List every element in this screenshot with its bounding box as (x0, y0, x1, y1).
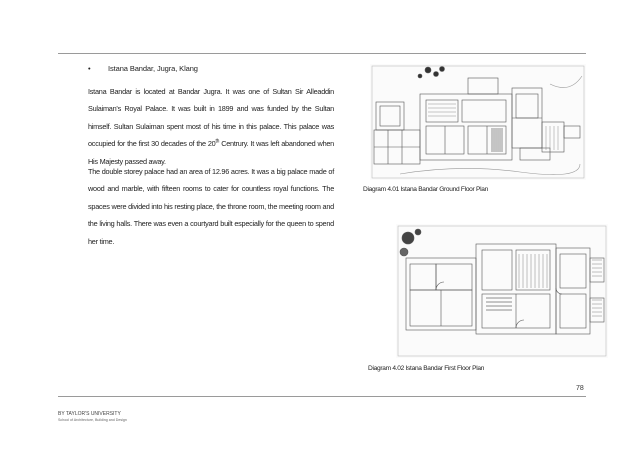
page-number: 78 (576, 385, 584, 392)
figure-caption-first-floor: Diagram 4.02 Istana Bandar First Floor Plan (368, 365, 485, 372)
figure-caption-ground-floor: Diagram 4.01 Istana Bandar Ground Floor Plan (363, 186, 488, 193)
first-floor-plan-image (396, 224, 608, 358)
footer-line-1: BY TAYLOR'S UNIVERSITY (58, 411, 121, 417)
paragraph-history: Istana Bandar is located at Bandar Jugra. It was one of Sultan Sir Alleaddin Sulaiman's Royal Palace. It was built in 1899 and was funded by the Sultan himself. Sultan Sulaiman spent most of his time in this palace. This palace was occupied for the first 30 decades of the 20th Centrury. It was left abandoned when His Majesty passed away. (88, 87, 334, 166)
bullet-title: Istana Bandar, Jugra, Klang (108, 64, 198, 73)
bullet-icon: • (88, 64, 91, 73)
paragraph-description: The double storey palace had an area of 12.96 acres. It was a big palace made of wood and marble, with fifteen rooms to cater for countless royal functions. The spaces were divided into his resting place, the throne room, the meeting room and the living halls. There was even a courtyard built especially for the queen to spend her time. (88, 167, 334, 246)
header-rule (58, 53, 586, 54)
university-logo (58, 411, 127, 423)
footer-line-2: School of Architecture, Building and Design (58, 418, 127, 422)
footer-rule (58, 396, 586, 397)
bullet-heading (88, 64, 198, 73)
ground-floor-plan-image (370, 64, 586, 180)
